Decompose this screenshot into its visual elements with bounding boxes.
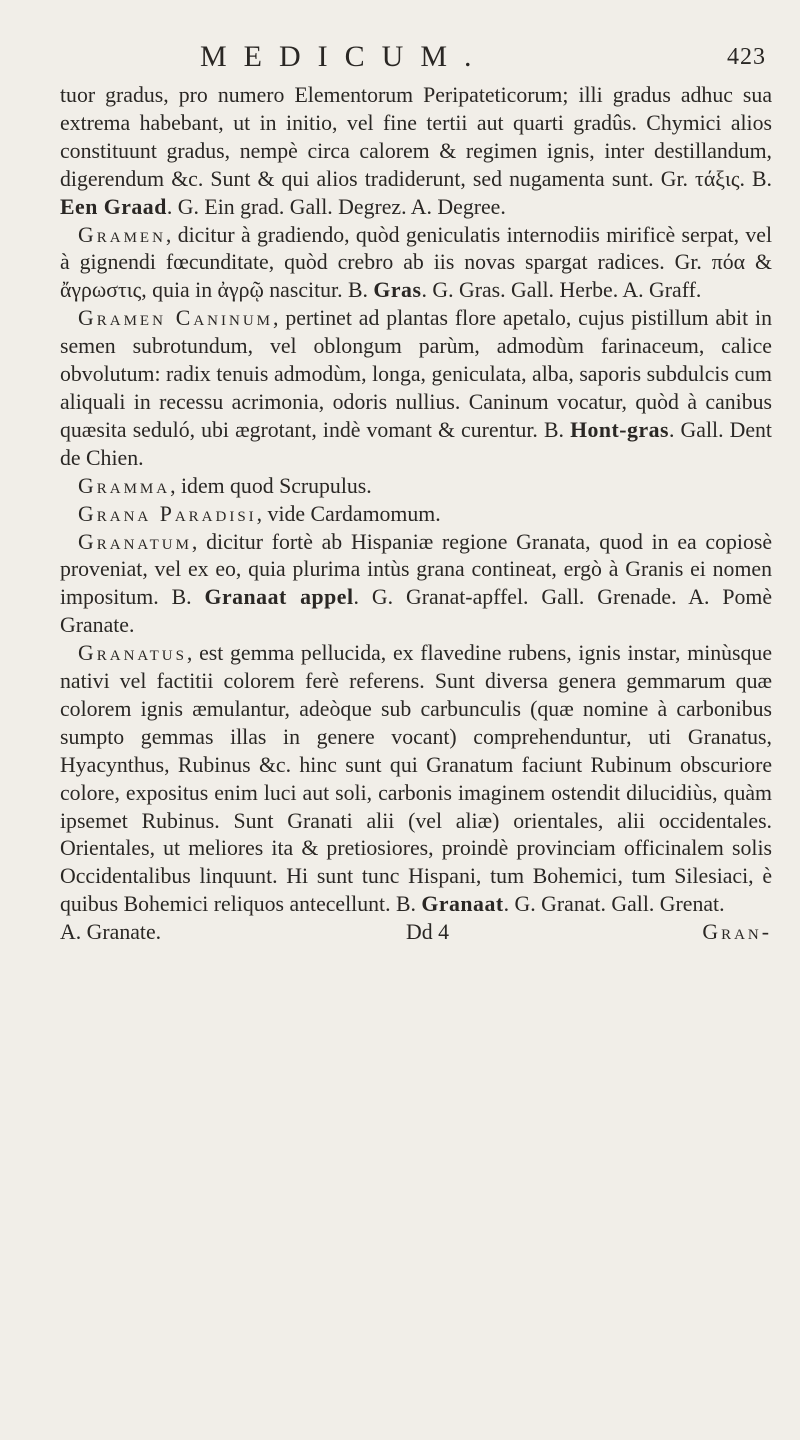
entry-gramen-caninum <box>60 305 772 472</box>
entry-text: , dicitur à gradiendo, quòd geniculatis internodiis mirificè serpat, vel à gignendi fœcunditate, quòd crebro ab iis novas spargat radices. Gr. πόα & ἄγρωστις, quia in ἀγρῷ nascitur. B. <box>60 222 772 303</box>
entry-headword: Gramen Caninum <box>78 306 273 331</box>
catchword: Gran- <box>702 920 772 945</box>
page-number: 423 <box>727 44 766 70</box>
dutch-term: Gras <box>373 278 422 303</box>
body-text <box>60 82 772 919</box>
entry-gramen <box>60 222 772 306</box>
paragraph-gradus <box>60 82 772 222</box>
running-title: MEDICUM. <box>200 40 489 73</box>
entry-headword: Granatum <box>78 529 192 554</box>
entry-headword: Granatus <box>78 641 187 666</box>
entry-tail: . G. Granat. Gall. Grenat. <box>503 892 725 917</box>
running-head <box>60 40 770 82</box>
entry-headword: Gramen <box>78 222 166 247</box>
entry-gramma <box>60 473 772 501</box>
entry-text: , dicitur fortè ab Hispaniæ regione Granata, quod in ea copiosè proveniat, vel ex eo, quia plurima intùs grana contineat, ergò à Granis ei nomen impositum. B. <box>60 529 772 610</box>
dutch-term: Granaat <box>421 892 504 917</box>
dutch-term: Granaat appel <box>204 585 354 610</box>
paragraph-tail: . G. Ein grad. Gall. Degrez. A. Degree. <box>166 194 506 219</box>
dutch-term: Hont-gras <box>570 417 670 442</box>
entry-tail: . G. Granat-apffel. Gall. Grenade. A. Pomè Granate. <box>60 585 772 638</box>
entry-tail: . Gall. Dent de Chien. <box>60 417 772 470</box>
entry-text: , pertinet ad plantas flore apetalo, cujus pistillum abit in semen subrotundum, vel oblongum parùm, admodùm farinaceum, calice obvolutum: radix tenuis admodùm, longa, geniculata, alba, saporis subdulcis cum aliquali in recessu acrimonia, odoris nullius. Caninum vocatur, quòd à canibus quæsita seduló, ubi ægrotant, indè vomant & curentur. B. <box>60 306 772 442</box>
footer-last-line: A. Granate. <box>60 920 162 945</box>
entry-headword: Grana Paradisi <box>78 501 257 526</box>
entry-text: , est gemma pellucida, ex flavedine rubens, ignis instar, minùsque nativi vel factitii colorem ferè referens. Sunt diversa genera gemmarum quæ colorem ignis æmulantur, adeòque sub carbunculis (quæ nomine à carbonibus sumpto gemmas illas in genere vocant) comprehenduntur, uti Granatus, Hyacynthus, Rubinus &c. hinc sunt qui Granatum faciunt Rubinum obscuriore colore, expositus enim luci aut soli, carbonis imaginem ostendit dilucidiùs, quàm ipsemet Rubinus. Sunt Granati alii (vel aliæ) orientales, alii occidentales. Orientales, ut meliores ita & pretiosiores, proindè provinciam officinalem solis Occidentalibus linquunt. Hi sunt tunc Hispani, tum Bohemici, tum Silesiaci, è quibus Bohemici reliquos antecellunt. B. <box>60 641 772 917</box>
entry-granatus <box>60 640 772 919</box>
entry-headword: Gramma <box>78 473 171 498</box>
entry-granatum <box>60 529 772 641</box>
paragraph-text: tuor gradus, pro numero Elementorum Peripateticorum; illi gradus adhuc sua extrema habebant, ut in initio, vel fine tertii aut quarti gradûs. Chymici alios constituunt gradus, nempè circa calorem & regimen ignis, inter destillandum, digerendum &c. Sunt & qui alios tradiderunt, sed nugamenta sunt. Gr. τάξις. B. <box>60 83 772 191</box>
signature-mark: Dd 4 <box>406 920 449 945</box>
entry-tail: . G. Gras. Gall. Herbe. A. Graff. <box>421 278 702 303</box>
entry-text: , vide Cardamomum. <box>256 501 441 526</box>
page-footer <box>60 919 772 947</box>
entry-grana-paradisi <box>60 501 772 529</box>
dutch-term: Een Graad <box>60 194 167 219</box>
entry-text: , idem quod Scrupulus. <box>170 473 372 498</box>
